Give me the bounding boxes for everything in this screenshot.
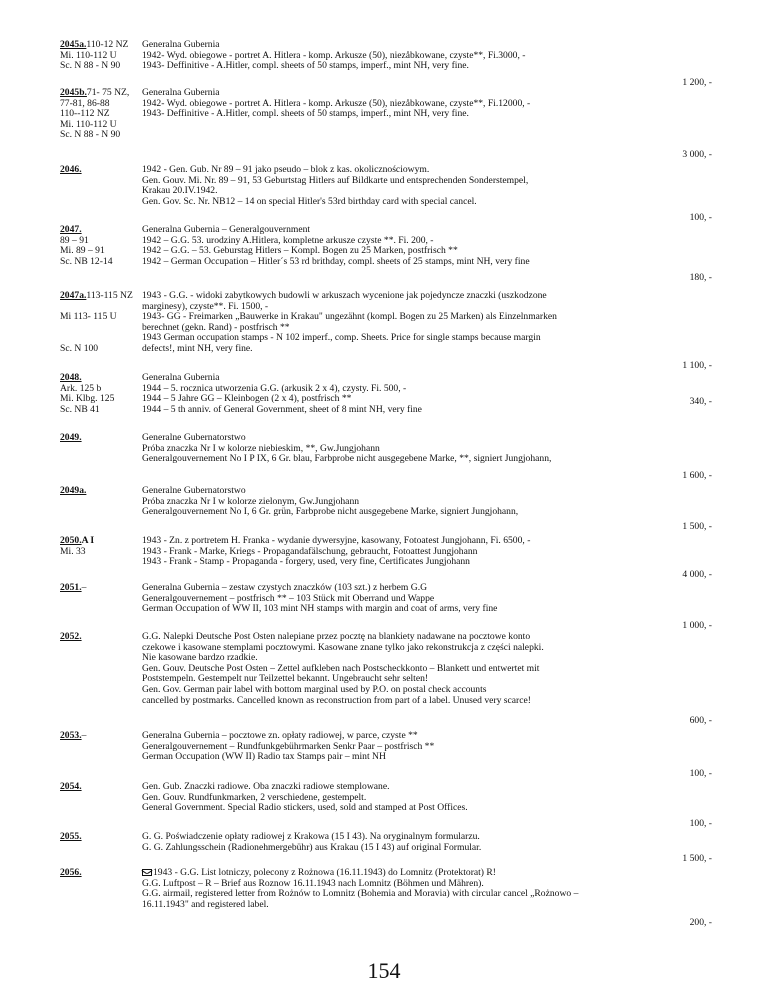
lot-number: 2053. <box>60 730 82 741</box>
lot-number: 2047. <box>60 224 82 235</box>
lot-reference: 2050.A I Mi. 33 <box>60 535 95 557</box>
lot-description: Generalna Gubernia – Generalgouvernment 1942 – G.G. 53. urodziny A.Hitlera, kompletne arkusze czyste **. Fi. 200, - 1942 – G.G. – 53. Geburstag Hitlers – Kompl. Bogen zu 25 Marken, postfrisch ** 1942 – German Occupation – Hitler´s 53 rd brithday, compl. sheets of 25 stamps, mint NH, very fine <box>142 224 530 267</box>
lot-reference: 2047. 89 – 91 Mi. 89 – 91 Sc. NB 12-14 <box>60 224 113 267</box>
lot-number: 2050. <box>60 535 82 546</box>
lot-number: 2052. <box>60 631 82 642</box>
lot-reference: 2047a.113-115 NZ Mi 113- 115 U Sc. N 100 <box>60 290 133 354</box>
lot-price: 1 600, - <box>682 470 712 481</box>
lot-reference: 2048. Ark. 125 b Mi. Klbg. 125 Sc. NB 41 <box>60 372 115 415</box>
lot-description: G.G. Nalepki Deutsche Post Osten nalepiane przez pocztę na blankiety nadawane na pocztowe konto czekowe i kasowane stemplami pocztowymi. Kasowane znane tylko jako rekonstrukcja z części nalepki. Nie kasowane bardzo rzadkie. Gen. Gouv. Deutsche Post Osten – Zettel aufkleben nach Postscheckkonto – Blankett und entwertet mit Poststempeln. Gestempelt nur Teilzettel bekannt. Ungebraucht sehr selten! Gen. Gov. German pair label with bottom marginal used by P.O. on postal check accounts cancelled by postmarks. Cancelled known as reconstruction from part of a label. Unused very scarce! <box>142 631 544 706</box>
lot-reference <box>60 632 140 643</box>
lot-number: 2056. <box>60 867 82 878</box>
lot-number: 2054. <box>60 781 82 792</box>
lot-reference <box>60 782 140 793</box>
lot-description: Generalna Gubernia 1944 – 5. rocznica utworzenia G.G. (arkusik 2 x 4), czysty. Fi. 500, - 1944 – 5 Jahre GG – Kleinbogen (2 x 4), postfrisch ** 1944 – 5 th anniv. of General Government, sheet of 8 mint NH, very fine <box>142 372 422 415</box>
lot-description: Generalne Gubernatorstwo Próba znaczka Nr I w kolorze zielonym, Gw.Jungjohann Generalgouvernement No I, 6 Gr. grün, Farbprobe nicht ausgegebene Marke, signiert Jungjohann, <box>142 485 519 518</box>
lot-price: 600, - <box>689 715 712 726</box>
lot-description: Generalne Gubernatorstwo Próba znaczka Nr I w kolorze niebieskim, **, Gw.Jungjohann Generalgouvernement No I P IX, 6 Gr. blau, Farbprobe nicht ausgegebene Marke, **, signiert Jungjohann, <box>142 432 552 465</box>
lot-price: 1 000, - <box>682 620 712 631</box>
lot-price: 1 500, - <box>682 853 712 864</box>
lot-price: 340, - <box>689 396 712 407</box>
lot-number: 2045b. <box>60 87 87 98</box>
envelope-icon <box>142 869 152 876</box>
lot-price: 1 500, - <box>682 521 712 532</box>
lot-price: 100, - <box>689 818 712 829</box>
lot-description: Generalna Gubernia – pocztowe zn. opłaty radiowej, w parce, czyste ** Generalgouvernement – Rundfunkgebührmarken Senkr Paar – postfrisch ** German Occupation (WW II) Radio tax Stamps pair – mint NH <box>142 730 435 763</box>
lot-number: 2047a. <box>60 290 87 301</box>
lot-price: 200, - <box>689 917 712 928</box>
lot-number: 2049. <box>60 432 82 443</box>
lot-description: G. G. Poświadczenie opłaty radiowej z Krakowa (15 I 43). Na oryginalnym formularzu. G. G. Zahlungsschein (Radionehmergebühr) aus Krakau (15 I 43) auf original Formular. <box>142 831 482 853</box>
lot-reference: 2053.– <box>60 730 87 741</box>
lot-number: 2049a. <box>60 485 87 496</box>
lot-price: 4 000, - <box>682 569 712 580</box>
lot-description: 1943 - Zn. z portretem H. Franka - wydanie dywersyjne, kasowany, Fotoatest Jungjohann, Fi. 6500, - 1943 - Frank - Marke, Kriegs - Propagandafälschung, gebraucht, Fotoattest Jungjohann 1943 - Frank - Stamp - Propaganda - forgery, used, very fine, Certificates Jungjohann <box>142 535 531 568</box>
lot-reference <box>60 486 140 497</box>
lot-reference <box>60 868 140 879</box>
lot-reference: 2045a.110-12 NZ Mi. 110-112 U Sc. N 88 - N 90 <box>60 39 129 72</box>
lot-reference <box>60 165 140 176</box>
lot-number: 2046. <box>60 164 82 175</box>
lot-description: 1943 - G.G. - widoki zabytkowych budowli w arkuszach wycenione jak pojedyncze znaczki (uszkodzone marginesy), czyste**. Fi. 1500, - 1943- GG - Freimarken „Bauwerke in Krakau" ungezähnt (kompl. Bogen zu 25 Marken) als Einzelnmarken berechnet (gekn. Rand) - postfrisch ** 1943 German occupation stamps - N 102 imperf., comp. Sheets. Price for single stamps because margin defects!, mint NH, very fine. <box>142 290 557 354</box>
lot-description: Generalna Gubernia 1942- Wyd. obiegowe - portret A. Hitlera - komp. Arkusze (50), niezåbkowane, czyste**, Fi.3000, - 1943- Deffinitive - A.Hitler, compl. sheets of 50 stamps, imperf., mint NH, very fine. <box>142 39 526 72</box>
lot-price: 1 100, - <box>682 360 712 371</box>
lot-description: 1942 - Gen. Gub. Nr 89 – 91 jako pseudo – blok z kas. okolicznościowym. Gen. Gouv. Mi. Nr. 89 – 91, 53 Geburtstag Hitlers auf Bildkarte und entsprechenden Sonderstempel, Krakau 20.IV.1942. Gen. Gov. Sc. Nr. NB12 – 14 on special Hitler's 53rd birthday card with special cancel. <box>142 164 529 207</box>
lot-price: 3 000, - <box>682 149 712 160</box>
lot-reference <box>60 832 140 843</box>
page-number: 154 <box>367 958 401 983</box>
lot-description: Gen. Gub. Znaczki radiowe. Oba znaczki radiowe stemplowane. Gen. Gouv. Rundfunkmarken, 2 verschiedene, gestempelt. General Government. Special Radio stickers, used, sold and stamped at Post Offices. <box>142 781 468 814</box>
lot-reference <box>60 433 140 444</box>
lot-price: 100, - <box>689 768 712 779</box>
lot-reference: 2045b.71- 75 NZ, 77-81, 86-88 110--112 NZ Mi. 110-112 U Sc. N 88 - N 90 <box>60 87 130 141</box>
lot-description: Generalna Gubernia 1942- Wyd. obiegowe - portret A. Hitlera - komp. Arkusze (50), niezåbkowane, czyste**, Fi.12000, - 1943- Deffinitive - A.Hitler, compl. sheets of 50 stamps, imperf., mint NH, very fine. <box>142 87 531 120</box>
lot-price: 180, - <box>689 272 712 283</box>
lot-reference: 2051.– <box>60 582 87 593</box>
lot-number: 2048. <box>60 372 82 383</box>
lot-number: 2055. <box>60 831 82 842</box>
lot-description: Generalna Gubernia – zestaw czystych znaczków (103 szt.) z herbem G.G Generalgouvernement – postfrisch ** – 103 Stück mit Oberrand und Wappe German Occupation of WW II, 103 mint NH stamps with margin and coat of arms, very fine <box>142 582 498 615</box>
lot-description: 1943 - G.G. List lotniczy, polecony z Rożnowa (16.11.1943) do Lomnitz (Protektorat) R! G.G. Luftpost – R – Brief aus Roznow 16.11.1943 nach Lomnitz (Böhmen und Mähren). G.G. airmail, registered letter from Rożnów to Lomnitz (Bohemia and Moravia) with circular cancel „Rożnowo – 16.11.1943" and registered label. <box>142 867 579 910</box>
lot-price: 1 200, - <box>682 77 712 88</box>
lot-price: 100, - <box>689 212 712 223</box>
lot-number: 2051. <box>60 582 82 593</box>
lot-number: 2045a. <box>60 39 87 50</box>
